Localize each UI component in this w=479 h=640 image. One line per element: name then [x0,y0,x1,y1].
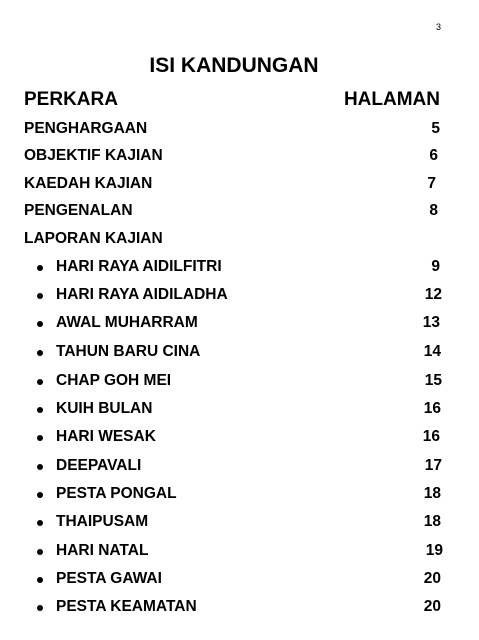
toc-sub-entry-label: HARI RAYA AIDILADHA [56,286,228,303]
toc-entry-label: LAPORAN KAJIAN [24,230,163,247]
toc-entry-page: 7 [427,175,436,192]
toc-sub-entry-label: TAHUN BARU CINA [56,343,201,360]
toc-sub-entry-page: 18 [423,513,441,530]
toc-sub-entry [0,485,479,505]
toc-sub-entry-page: 17 [424,457,442,474]
toc-entry [0,120,479,140]
toc-entry-page: 6 [429,147,438,164]
toc-entry-page: 5 [431,120,440,137]
toc-entry [0,147,479,167]
toc-sub-entry [0,513,479,533]
toc-title: ISI KANDUNGAN [149,54,319,77]
toc-entry-label: OBJEKTIF KAJIAN [24,147,163,164]
toc-sub-entry-page: 12 [424,286,442,303]
toc-sub-entry-page: 13 [422,314,440,331]
bullet-icon [37,435,43,441]
toc-sub-entry [0,542,479,562]
toc-sub-entry-page: 19 [425,542,443,559]
column-header-page: HALAMAN [343,89,440,110]
toc-sub-entry [0,570,479,590]
toc-sub-entry [0,400,479,420]
toc-entry [0,202,479,222]
toc-sub-entry-page: 16 [422,428,440,445]
column-header-item: PERKARA [24,89,118,110]
toc-sub-entry-page: 20 [423,570,441,587]
bullet-icon [37,293,43,299]
toc-sub-entry-label: KUIH BULAN [56,400,153,417]
toc-sub-entry-label: DEEPAVALI [56,457,142,474]
bullet-icon [37,350,43,356]
toc-sub-entry-label: HARI NATAL [56,542,149,559]
toc-sub-entry-page: 18 [423,485,441,502]
bullet-icon [37,492,43,498]
toc-sub-entry [0,343,479,363]
toc-entry [0,230,479,250]
toc-entry-page: 8 [429,202,438,219]
bullet-icon [37,265,43,271]
toc-sub-entry [0,286,479,306]
bullet-icon [37,379,43,385]
bullet-icon [37,577,43,583]
toc-sub-entry-label: HARI WESAK [56,428,156,445]
toc-sub-entry-label: PESTA GAWAI [56,570,162,587]
toc-sub-entry [0,372,479,392]
toc-sub-entry-label: CHAP GOH MEI [56,372,172,389]
bullet-icon [37,605,43,611]
toc-sub-entry-label: PESTA KEAMATAN [56,598,197,615]
toc-entry-label: KAEDAH KAJIAN [24,175,153,192]
toc-sub-entry-label: AWAL MUHARRAM [56,314,198,331]
toc-entry-label: PENGHARGAAN [24,120,148,137]
toc-entry-label: PENGENALAN [24,202,133,219]
toc-sub-entry-label: THAIPUSAM [56,513,149,530]
toc-sub-entry [0,428,479,448]
toc-sub-entry [0,258,479,278]
bullet-icon [37,520,43,526]
toc-sub-entry-page: 16 [423,400,441,417]
toc-sub-entry-label: HARI RAYA AIDILFITRI [56,258,222,275]
toc-entry [0,175,479,195]
toc-sub-entry-page: 14 [423,343,441,360]
toc-sub-entry-label: PESTA PONGAL [56,485,177,502]
bullet-icon [37,549,43,555]
toc-sub-entry [0,457,479,477]
page-number: 3 [436,22,442,32]
bullet-icon [37,321,43,327]
toc-sub-entry-page: 20 [423,598,441,615]
toc-sub-entry-page: 15 [424,372,442,389]
toc-sub-entry [0,598,479,618]
toc-sub-entry-page: 9 [431,258,440,275]
bullet-icon [37,407,43,413]
bullet-icon [37,464,43,470]
toc-sub-entry [0,314,479,334]
